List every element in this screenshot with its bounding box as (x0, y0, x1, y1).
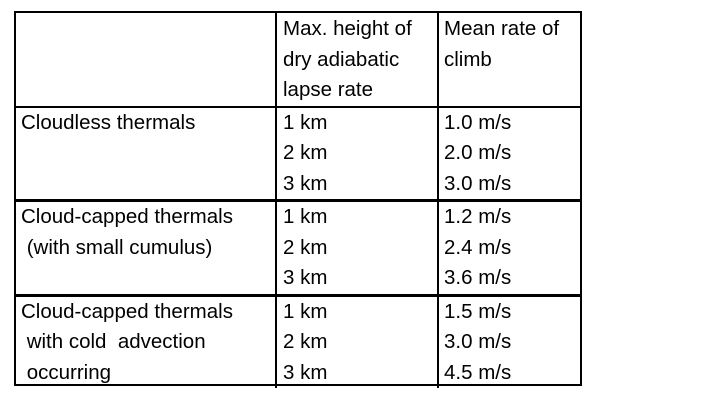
header-max-height-line-3: lapse rate (283, 78, 374, 101)
header-mean-rate (438, 13, 580, 107)
height-cell: 3 km (283, 360, 328, 384)
row-rates (438, 107, 580, 201)
row-label-line: with cold advection (21, 330, 206, 353)
row-label (16, 201, 276, 296)
row-rates (438, 295, 580, 388)
rate-cell: 3.0 m/s (444, 171, 512, 195)
header-empty-cell (16, 13, 276, 107)
rate-cell: 3.6 m/s (444, 266, 512, 289)
row-label-line: Cloud-capped thermals (21, 205, 233, 228)
thermals-table-grid (16, 13, 580, 388)
row-label-line: Cloud-capped thermals (21, 299, 233, 323)
row-heights (276, 107, 438, 201)
height-cell: 2 km (283, 330, 328, 353)
rate-cell: 3.0 m/s (444, 330, 512, 353)
header-max-height (276, 13, 438, 107)
height-cell: 1 km (283, 299, 328, 323)
table-row (16, 295, 580, 388)
rate-cell: 2.4 m/s (444, 235, 512, 259)
table-row (16, 107, 580, 201)
rate-cell: 1.0 m/s (444, 110, 512, 134)
height-cell: 1 km (283, 205, 328, 228)
row-label-line: occurring (21, 360, 112, 384)
row-label (16, 295, 276, 388)
row-label-line: (with small cumulus) (21, 235, 213, 259)
row-label (16, 107, 276, 201)
row-rates (438, 201, 580, 296)
height-cell: 2 km (283, 141, 328, 164)
rate-cell: 1.5 m/s (444, 299, 512, 323)
height-cell: 2 km (283, 235, 328, 259)
header-mean-rate-line-1: Mean rate of (444, 17, 560, 40)
height-cell: 3 km (283, 266, 328, 289)
header-max-height-line-1: Max. height of (283, 17, 412, 40)
rate-cell: 4.5 m/s (444, 360, 512, 384)
header-mean-rate-line-2: climb (444, 47, 492, 71)
row-label-line: Cloudless thermals (21, 110, 196, 134)
row-heights (276, 295, 438, 388)
thermals-table (14, 11, 582, 386)
table-row (16, 201, 580, 296)
height-cell: 1 km (283, 110, 328, 134)
table-header-row (16, 13, 580, 107)
height-cell: 3 km (283, 171, 328, 195)
row-heights (276, 201, 438, 296)
rate-cell: 2.0 m/s (444, 141, 512, 164)
header-max-height-line-2: dry adiabatic (283, 47, 400, 71)
rate-cell: 1.2 m/s (444, 205, 512, 228)
